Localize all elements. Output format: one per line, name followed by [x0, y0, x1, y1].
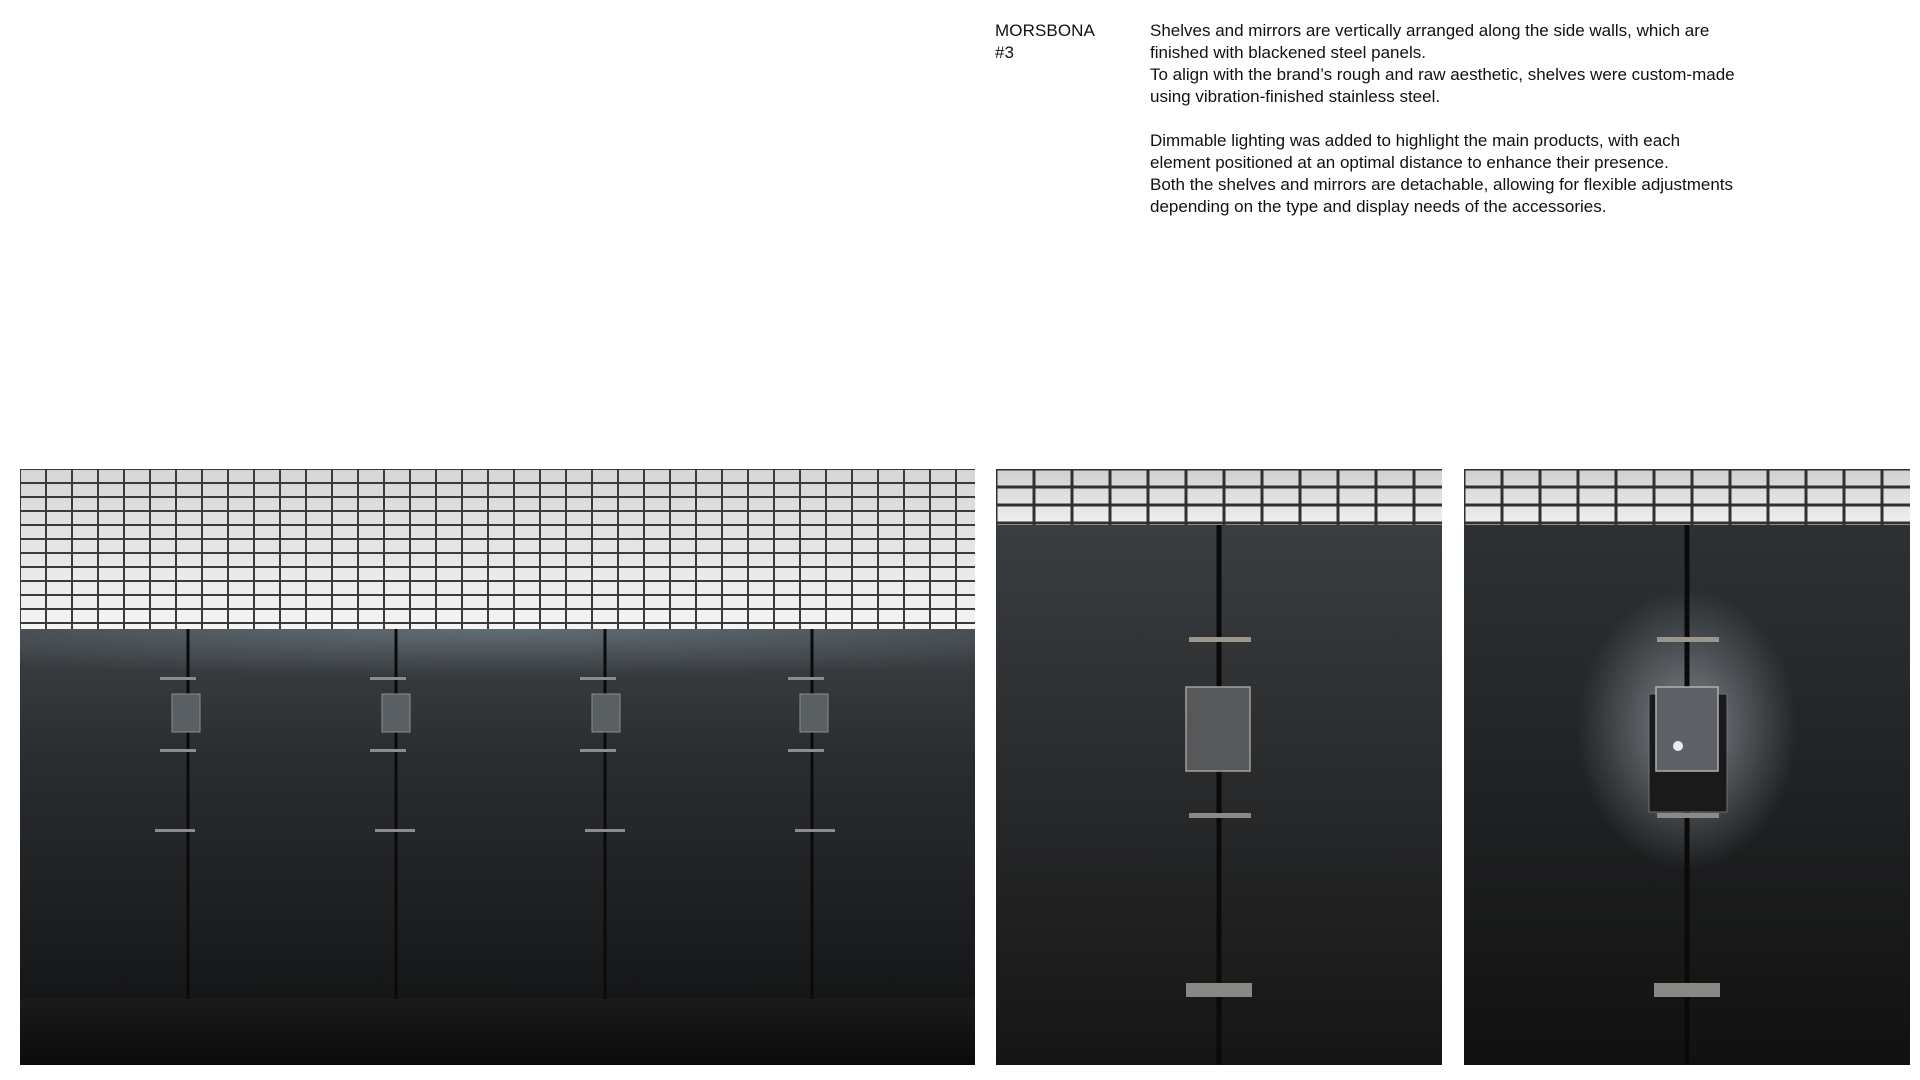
light-point [1673, 741, 1683, 751]
mirror [1656, 687, 1718, 771]
photo-rail-closeup-lit [1464, 469, 1910, 1065]
description-paragraph-2 [1150, 130, 1810, 218]
photo-rail-closeup [996, 469, 1442, 1065]
shelf-middle [1189, 813, 1251, 818]
project-name: MORSBONA [995, 21, 1095, 40]
shelf-bottom [1186, 983, 1252, 997]
description-line: depending on the type and display needs of the accessories. [1150, 197, 1607, 216]
rail-closeup-lit-illustration [1464, 469, 1910, 1065]
description-paragraph-1 [1150, 20, 1810, 108]
description-line: To align with the brand’s rough and raw aesthetic, shelves were custom-made [1150, 65, 1735, 84]
photo-wide-wall-view [20, 469, 975, 1065]
shelf-top [1657, 637, 1719, 642]
description-line: Dimmable lighting was added to highlight the main products, with each [1150, 131, 1681, 150]
mirror [1186, 687, 1250, 771]
project-description [1150, 20, 1810, 240]
description-line: using vibration-finished stainless steel. [1150, 87, 1441, 106]
project-number: #3 [995, 43, 1015, 62]
description-line: element positioned at an optimal distance to enhance their presence. [1150, 153, 1669, 172]
shelf-bottom [1654, 983, 1720, 997]
description-line: finished with blackened steel panels. [1150, 43, 1426, 62]
shelf-top [1189, 637, 1251, 642]
description-line: Shelves and mirrors are vertically arranged along the side walls, which are [1150, 21, 1710, 40]
wide-wall-illustration [20, 469, 975, 1065]
description-line: Both the shelves and mirrors are detachable, allowing for flexible adjustments [1150, 175, 1734, 194]
rail-closeup-illustration [996, 469, 1442, 1065]
shelf-middle [1657, 813, 1719, 818]
project-label [995, 20, 1095, 64]
